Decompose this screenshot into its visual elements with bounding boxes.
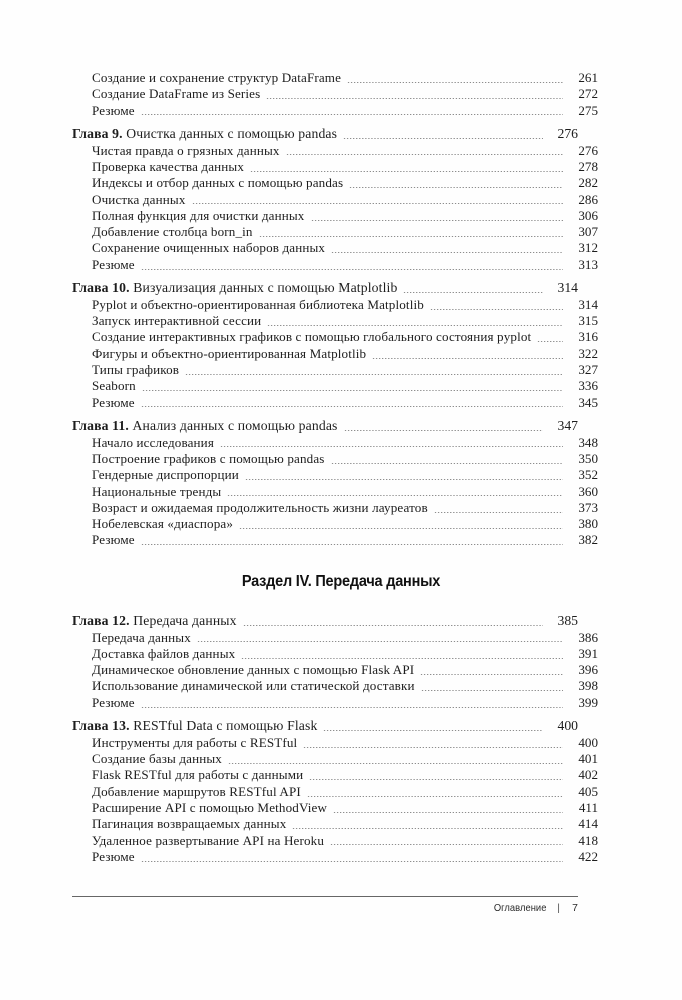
dot-leader — [349, 187, 563, 188]
dot-leader — [307, 796, 563, 797]
toc-chapter-label — [72, 279, 397, 297]
dot-leader — [141, 269, 563, 270]
dot-leader — [227, 495, 563, 496]
toc-page-number: 316 — [578, 329, 598, 345]
toc-entry-label: Создание базы данных — [92, 751, 222, 767]
dot-leader — [259, 236, 563, 237]
toc-page-number: 400 — [578, 734, 598, 750]
dot-leader — [228, 763, 563, 764]
toc-entry-label: Резюме — [92, 394, 135, 410]
page-footer — [72, 903, 578, 914]
toc-page-number: 282 — [578, 175, 598, 191]
toc-page-number: 306 — [578, 207, 598, 223]
toc-entry-label: Добавление маршрутов RESTful API — [92, 783, 301, 799]
toc-section-before-part — [72, 70, 598, 549]
toc-page-number: 345 — [578, 394, 598, 410]
toc-chapter-group — [72, 612, 598, 711]
dot-leader — [185, 374, 563, 375]
dot-leader — [420, 674, 563, 675]
toc-chapter-label — [72, 612, 237, 630]
toc-entry-label: Удаленное развертывание API на Heroku — [92, 832, 325, 848]
dot-leader — [243, 625, 543, 626]
toc-sub-entry[interactable] — [72, 500, 598, 516]
footer-separator: | — [557, 903, 560, 914]
toc-entry-label: Сохранение очищенных наборов данных — [92, 240, 326, 256]
dot-leader — [220, 446, 563, 447]
toc-sub-entry[interactable] — [72, 175, 598, 191]
toc-chapter-group — [72, 417, 598, 549]
toc-entry-label: Резюме — [92, 256, 135, 272]
toc-entry-label: Расширение API с помощью MethodView — [92, 800, 328, 815]
dot-leader — [197, 641, 563, 642]
toc-sub-entry[interactable] — [72, 816, 598, 832]
toc-sub-entry[interactable] — [72, 678, 598, 694]
toc-entry-label: Проверка качества данных — [92, 158, 245, 174]
footer-section-label: Оглавление — [493, 903, 547, 914]
toc-entry-label: Типы графиков — [92, 362, 180, 378]
toc-entry-label: Seaborn — [92, 378, 136, 394]
toc-chapter-group — [72, 125, 598, 273]
toc-entry-label: Нобелевская «диаспора» — [92, 516, 234, 532]
toc-entry-label: Использование динамической или статической доставки — [92, 678, 415, 694]
toc-chapter-label — [72, 417, 338, 435]
toc-page-number: 307 — [578, 224, 598, 240]
dot-leader — [330, 844, 563, 845]
toc-chapter-title: RESTful Data с помощью Flask — [133, 718, 318, 734]
toc-page-number: 391 — [578, 645, 598, 661]
toc-chapter-number: Глава 11. — [72, 418, 133, 434]
toc-entry-label: Возраст и ожидаемая продолжительность жизни лауреатов — [92, 499, 428, 515]
toc-page-number: 352 — [578, 467, 598, 483]
dot-leader — [430, 309, 563, 310]
toc-sub-entry[interactable] — [72, 159, 598, 175]
toc-page-number: 398 — [578, 678, 598, 694]
toc-sub-entry[interactable] — [72, 346, 598, 362]
toc-entry-label: Создание и сохранение структур DataFrame — [92, 70, 342, 85]
toc-page-number: 414 — [578, 816, 598, 832]
toc-chapter-group — [72, 279, 598, 411]
dot-leader — [141, 406, 563, 407]
table-of-contents — [72, 70, 598, 865]
toc-sub-entry[interactable] — [72, 208, 598, 224]
dot-leader — [347, 82, 563, 83]
toc-chapter-entry[interactable] — [72, 612, 578, 630]
toc-sub-entry[interactable] — [72, 467, 598, 483]
toc-sub-entry[interactable] — [72, 378, 598, 394]
dot-leader — [141, 861, 563, 862]
toc-page-number: 405 — [578, 783, 598, 799]
toc-page-number: 418 — [578, 832, 598, 848]
toc-entry-label: Резюме — [92, 848, 135, 864]
toc-entry-label: Начало исследования — [92, 434, 214, 450]
toc-page-number: 315 — [578, 313, 598, 329]
dot-leader — [343, 138, 543, 139]
toc-entry-label: Чистая правда о грязных данных — [92, 142, 280, 158]
toc-chapter-number: Глава 13. — [72, 718, 134, 734]
toc-page-number: 272 — [578, 86, 598, 102]
dot-leader — [311, 220, 564, 221]
toc-sub-entry[interactable] — [72, 329, 598, 345]
toc-chapter-title: Очистка данных с помощью pandas — [126, 126, 338, 142]
toc-entry-label: Индексы и отбор данных с помощью pandas — [92, 175, 344, 191]
toc-sub-entry[interactable] — [72, 435, 598, 451]
toc-chapter-label — [72, 125, 337, 143]
toc-entry-label: Передача данных — [92, 629, 191, 645]
dot-leader — [309, 779, 563, 780]
toc-page-number: 348 — [578, 434, 598, 450]
dot-leader — [331, 463, 563, 464]
part-heading: Раздел IV. Передача данных — [241, 573, 441, 590]
toc-chapter-number: Глава 10. — [72, 280, 134, 296]
toc-entry-label: Запуск интерактивной сессии — [92, 313, 262, 329]
dot-leader — [344, 430, 544, 431]
toc-page-number: 401 — [578, 751, 598, 767]
toc-chapter-title: Визуализация данных с помощью Matplotlib — [133, 280, 398, 296]
toc-section-after-part — [72, 612, 598, 865]
dot-leader — [141, 707, 563, 708]
toc-entry-label: Flask RESTful для работы с данными — [92, 767, 304, 783]
toc-entry-label: Полная функция для очистки данных — [92, 207, 305, 223]
toc-sub-entry[interactable] — [72, 630, 598, 646]
toc-entry-label: Динамическое обновление данных с помощью Flask API — [92, 662, 415, 678]
dot-leader — [331, 252, 563, 253]
toc-sub-entry[interactable] — [72, 484, 598, 500]
toc-chapter-group — [72, 717, 598, 865]
toc-chapter-title: Передача данных — [133, 612, 237, 628]
dot-leader — [303, 747, 563, 748]
toc-page-number: 336 — [578, 378, 598, 394]
toc-page-number: 385 — [557, 612, 578, 628]
dot-leader — [372, 358, 563, 359]
dot-leader — [421, 690, 563, 691]
toc-page-number: 382 — [578, 532, 598, 548]
toc-page-number: 386 — [578, 629, 598, 645]
toc-page-number: 422 — [578, 848, 598, 864]
toc-sub-entry[interactable] — [72, 451, 598, 467]
toc-page-number: 313 — [578, 256, 598, 272]
dot-leader — [286, 154, 563, 155]
toc-page-number: 380 — [578, 516, 598, 532]
toc-chapter-number: Глава 9. — [72, 126, 127, 142]
toc-entry-label: Добавление столбца born_in — [92, 224, 253, 240]
toc-entry-label: Резюме — [92, 102, 135, 118]
toc-page-number: 286 — [578, 191, 598, 207]
toc-chapter-group — [72, 70, 598, 119]
toc-entry-label: Резюме — [92, 532, 135, 548]
toc-chapter-entry[interactable] — [72, 125, 578, 143]
dot-leader — [403, 292, 543, 293]
toc-sub-entry[interactable] — [72, 192, 598, 208]
toc-sub-entry[interactable] — [72, 86, 598, 102]
toc-entry-label: Очистка данных — [92, 191, 186, 207]
toc-page-number: 261 — [578, 70, 598, 85]
toc-chapter-number: Глава 12. — [72, 612, 134, 628]
toc-chapter-title: Анализ данных с помощью pandas — [132, 418, 338, 434]
toc-sub-entry[interactable] — [72, 395, 598, 411]
toc-page-number: 400 — [557, 718, 578, 734]
toc-chapter-label — [72, 717, 317, 735]
toc-sub-entry[interactable] — [72, 784, 598, 800]
toc-chapter-entry[interactable] — [72, 417, 578, 435]
toc-entry-label: Резюме — [92, 694, 135, 710]
dot-leader — [292, 828, 563, 829]
dot-leader — [241, 658, 563, 659]
toc-sub-entry[interactable] — [72, 224, 598, 240]
toc-entry-label: Создание интерактивных графиков с помощью глобального состояния pyplot — [92, 329, 532, 345]
toc-entry-label: Построение графиков с помощью pandas — [92, 450, 325, 466]
dot-leader — [333, 812, 563, 813]
toc-page-number: 312 — [578, 240, 598, 256]
dot-leader — [141, 114, 563, 115]
toc-page-number: 322 — [578, 345, 598, 361]
toc-page-number: 373 — [578, 499, 598, 515]
dot-leader — [250, 171, 563, 172]
dot-leader — [266, 98, 563, 99]
toc-sub-entry[interactable] — [72, 313, 598, 329]
toc-page-number: 399 — [578, 694, 598, 710]
toc-entry-label: Пагинация возвращаемых данных — [92, 816, 287, 832]
toc-sub-entry[interactable] — [72, 240, 598, 256]
toc-sub-entry[interactable] — [72, 800, 598, 816]
toc-sub-entry[interactable] — [72, 646, 598, 662]
dot-leader — [239, 528, 563, 529]
toc-sub-entry[interactable] — [72, 695, 598, 711]
toc-page-number: 276 — [578, 142, 598, 158]
dot-leader — [267, 325, 563, 326]
toc-sub-entry[interactable] — [72, 767, 598, 783]
footer-page-number: 7 — [572, 903, 578, 914]
toc-sub-entry[interactable] — [72, 297, 598, 313]
toc-sub-entry[interactable] — [72, 735, 598, 751]
footer-divider — [72, 896, 578, 897]
toc-sub-entry[interactable] — [72, 257, 598, 273]
toc-page-number: 276 — [557, 126, 578, 142]
dot-leader — [245, 479, 563, 480]
toc-sub-entry[interactable] — [72, 516, 598, 532]
toc-page-number: 411 — [578, 800, 598, 815]
toc-entry-label: Фигуры и объектно-ориентированная Matplotlib — [92, 345, 367, 361]
toc-page-number: 314 — [557, 280, 578, 296]
toc-entry-label: Национальные тренды — [92, 483, 222, 499]
toc-entry-label: Доставка файлов данных — [92, 645, 236, 661]
dot-leader — [537, 341, 563, 342]
toc-page-number: 360 — [578, 483, 598, 499]
toc-sub-entry[interactable] — [72, 70, 598, 86]
toc-sub-entry[interactable] — [72, 662, 598, 678]
dot-leader — [142, 390, 563, 391]
toc-page-number: 396 — [578, 662, 598, 678]
toc-sub-entry[interactable] — [72, 103, 598, 119]
toc-chapter-entry[interactable] — [72, 717, 578, 735]
dot-leader — [141, 544, 563, 545]
toc-page-number: 314 — [578, 296, 598, 312]
toc-entry-label: Pyplot и объектно-ориентированная библиотека Matplotlib — [92, 296, 424, 312]
toc-chapter-entry[interactable] — [72, 279, 578, 297]
toc-sub-entry[interactable] — [72, 849, 598, 865]
toc-entry-label: Инструменты для работы с RESTful — [92, 734, 298, 750]
dot-leader — [323, 730, 543, 731]
dot-leader — [192, 203, 564, 204]
toc-page-number: 278 — [578, 158, 598, 174]
dot-leader — [434, 512, 563, 513]
toc-entry-label: Гендерные диспропорции — [92, 467, 239, 483]
toc-entry-label: Создание DataFrame из Series — [92, 86, 261, 102]
toc-page-number: 350 — [578, 450, 598, 466]
toc-page-number: 347 — [557, 418, 578, 434]
toc-page-number: 402 — [578, 767, 598, 783]
toc-sub-entry[interactable] — [72, 143, 598, 159]
toc-sub-entry[interactable] — [72, 833, 598, 849]
toc-sub-entry[interactable] — [72, 362, 598, 378]
toc-page-number: 275 — [578, 102, 598, 118]
toc-sub-entry[interactable] — [72, 532, 598, 548]
toc-sub-entry[interactable] — [72, 751, 598, 767]
toc-page-number: 327 — [578, 362, 598, 378]
